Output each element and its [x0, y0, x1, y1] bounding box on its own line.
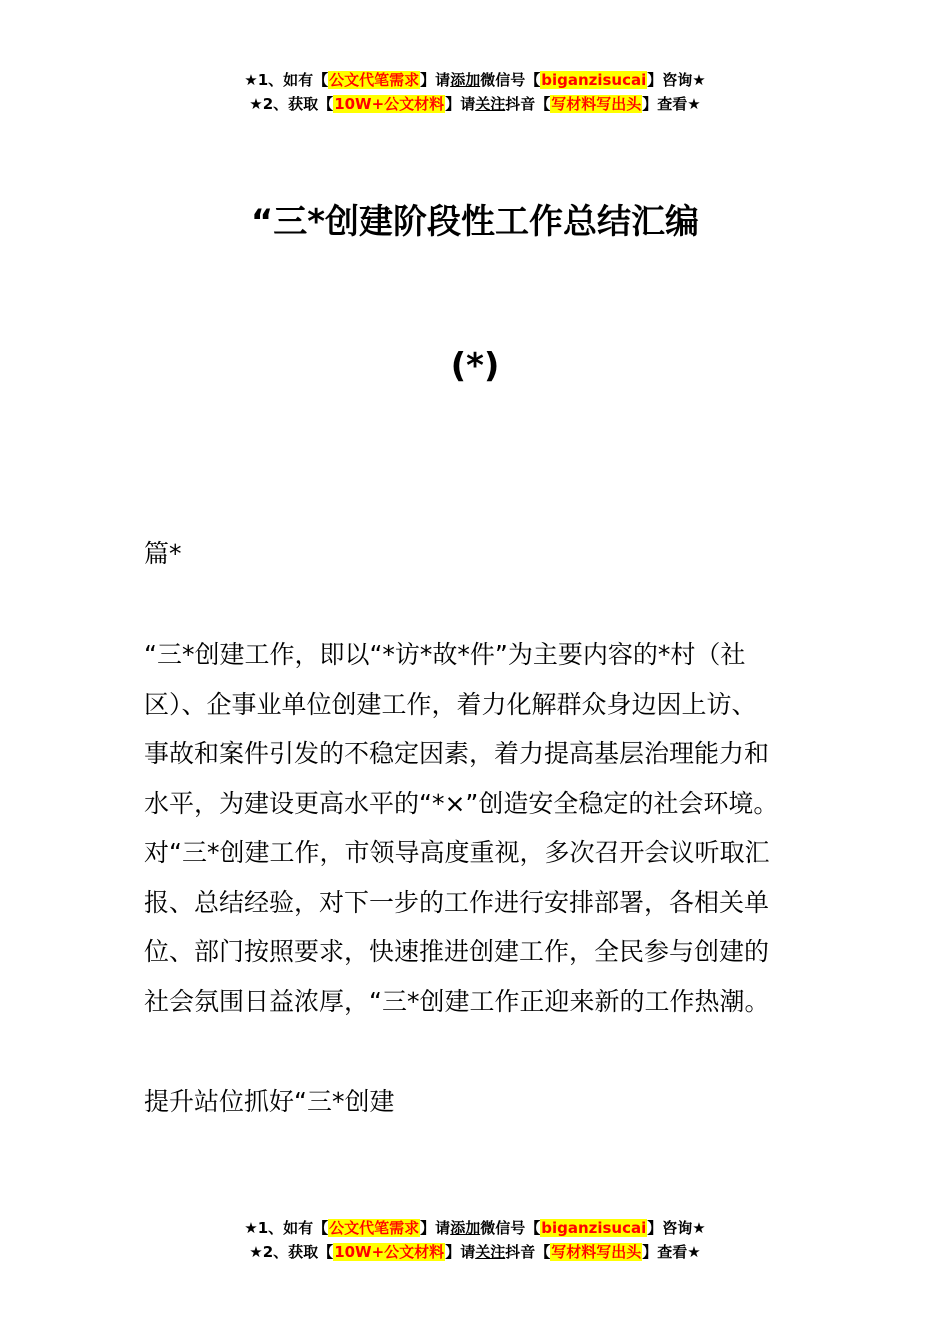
- banner-emphasis: 添加: [450, 71, 481, 89]
- banner-line-2: [0, 92, 950, 116]
- banner-highlight: 写材料写出头: [551, 1243, 642, 1261]
- section-heading: 提升站位抓好“三*创建: [144, 1087, 395, 1116]
- banner-line-1: [0, 68, 950, 92]
- bottom-banner: [0, 1216, 950, 1264]
- document-subtitle: (*): [450, 346, 500, 386]
- banner-highlight: biganzisucai: [541, 71, 647, 89]
- top-banner: [0, 68, 950, 116]
- banner-text: 】请: [445, 95, 476, 113]
- paragraph-line: 位、部门按照要求，快速推进创建工作，全民参与创建的: [144, 937, 770, 966]
- banner-highlight: 公文代笔需求: [329, 71, 420, 89]
- banner-text: ★2、获取【: [249, 95, 334, 113]
- banner-text: 】请: [445, 1243, 476, 1261]
- banner-line-2: [0, 1240, 950, 1264]
- banner-text: 】咨询★: [647, 1219, 706, 1237]
- document-title: “三*创建阶段性工作总结汇编: [250, 202, 700, 242]
- banner-highlight: biganzisucai: [541, 1219, 647, 1237]
- paragraph-line: 报、总结经验，对下一步的工作进行安排部署，各相关单: [144, 887, 770, 917]
- banner-highlight: 10W+公文材料: [334, 1243, 445, 1261]
- banner-text: ★2、获取【: [249, 1243, 334, 1261]
- banner-text: 微信号【: [480, 71, 541, 89]
- banner-text: 】查看★: [642, 1243, 701, 1261]
- banner-text: 微信号【: [480, 1219, 541, 1237]
- banner-text: 抖音【: [505, 1243, 551, 1261]
- banner-text: 】请: [420, 1219, 451, 1237]
- section-label: 篇*: [144, 539, 182, 568]
- paragraph-line: “三*创建工作，即以“*访*故*件”为主要内容的*村（社: [144, 640, 746, 669]
- banner-text: 】请: [420, 71, 451, 89]
- paragraph-line: 事故和案件引发的不稳定因素，着力提高基层治理能力和: [144, 739, 770, 768]
- banner-line-1: [0, 1216, 950, 1240]
- banner-emphasis: 关注: [475, 1243, 506, 1261]
- banner-text: 】查看★: [642, 95, 701, 113]
- banner-emphasis: 关注: [475, 95, 506, 113]
- banner-text: ★1、如有【: [244, 71, 329, 89]
- banner-text: ★1、如有【: [244, 1219, 329, 1237]
- paragraph-line: 水平，为建设更高水平的“*×”创造安全稳定的社会环境。: [144, 788, 779, 818]
- banner-text: 抖音【: [505, 95, 551, 113]
- banner-highlight: 写材料写出头: [551, 95, 642, 113]
- paragraph-line: 对“三*创建工作，市领导高度重视，多次召开会议听取汇: [144, 838, 770, 867]
- body-paragraph: [144, 630, 812, 1026]
- banner-highlight: 10W+公文材料: [334, 95, 445, 113]
- banner-text: 】咨询★: [647, 71, 706, 89]
- banner-emphasis: 添加: [450, 1219, 481, 1237]
- paragraph-line: 区）、企事业单位创建工作，着力化解群众身边因上访、: [144, 689, 757, 719]
- banner-highlight: 公文代笔需求: [329, 1219, 420, 1237]
- paragraph-line: 社会氛围日益浓厚，“三*创建工作正迎来新的工作热潮。: [144, 986, 770, 1016]
